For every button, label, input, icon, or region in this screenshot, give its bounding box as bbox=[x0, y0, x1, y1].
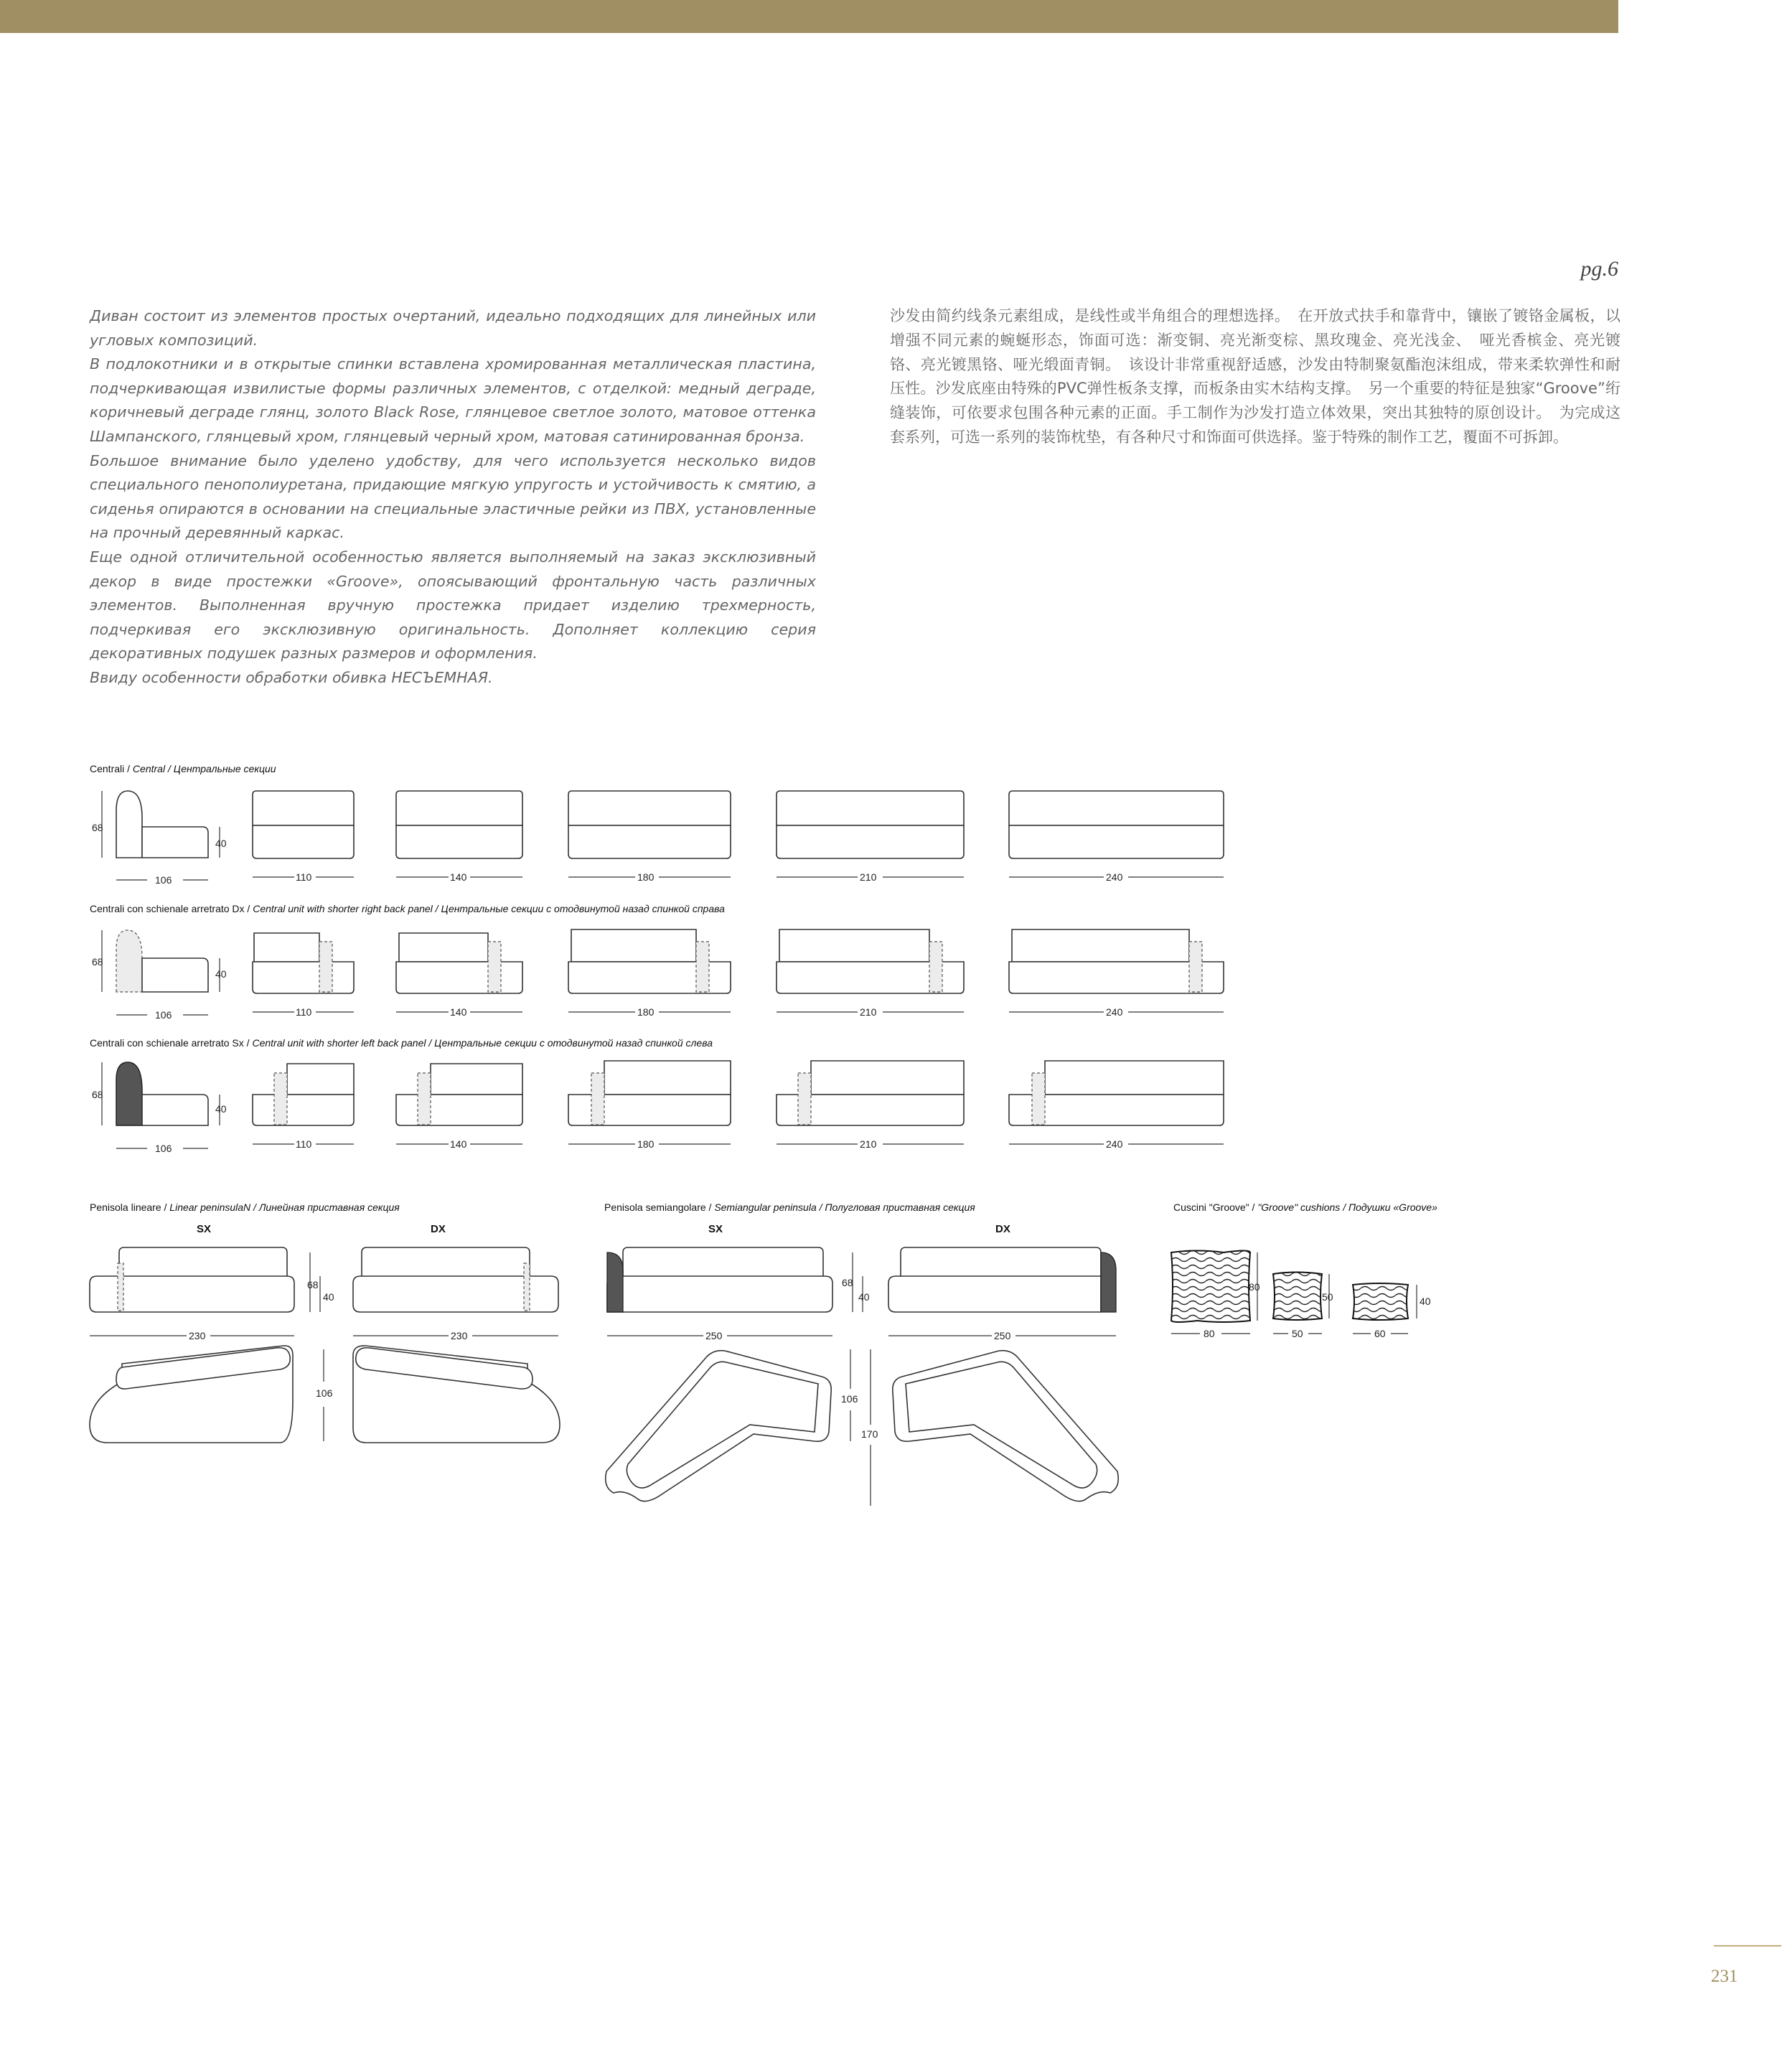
front-view-sx-210 bbox=[777, 1061, 964, 1150]
page-reference: pg.6 bbox=[1580, 257, 1618, 281]
dim-label: 40 bbox=[215, 1103, 227, 1115]
front-view-140 bbox=[396, 791, 522, 883]
side-label: SX bbox=[197, 1223, 212, 1235]
row-central-sx bbox=[92, 1061, 1224, 1154]
dim-label: 106 bbox=[841, 1393, 858, 1405]
front-view-dx-110 bbox=[253, 933, 354, 1018]
semiangular-peninsula-drawings bbox=[606, 1223, 1119, 1506]
dim-label: 40 bbox=[215, 838, 227, 849]
section-title-central: Centrali / Central / Центральные секции bbox=[90, 763, 276, 774]
dim-label: 40 bbox=[323, 1291, 334, 1303]
front-view-sx-110 bbox=[253, 1064, 354, 1150]
dim-label: 106 bbox=[316, 1387, 333, 1399]
dim-label: 106 bbox=[155, 1009, 172, 1021]
front-view-sx-140 bbox=[396, 1064, 522, 1150]
dim-label: 210 bbox=[860, 1138, 877, 1150]
section-title-central-sx: Centrali con schienale arretrato Sx / Central unit with shorter left back panel / Центральные секции с отодвинутой назад спинкой слева bbox=[90, 1037, 713, 1049]
dim-label: 180 bbox=[637, 1138, 655, 1150]
side-label: SX bbox=[708, 1223, 723, 1235]
dim-label: 230 bbox=[451, 1330, 468, 1341]
dim-label: 240 bbox=[1106, 1006, 1123, 1018]
ru-paragraph: Диван состоит из элементов простых очертаний, идеально подходящих для линейных или угловых композиций. bbox=[90, 307, 816, 349]
front-view-dx-140 bbox=[396, 933, 522, 1018]
dim-label: 68 bbox=[92, 956, 103, 968]
dim-label: 50 bbox=[1322, 1291, 1333, 1303]
dim-label: 210 bbox=[860, 871, 877, 883]
dim-label: 60 bbox=[1374, 1328, 1386, 1339]
side-profile-seat bbox=[142, 827, 208, 858]
dim-label: 210 bbox=[860, 1006, 877, 1018]
dim-label: 50 bbox=[1292, 1328, 1303, 1339]
ru-paragraph: В подлокотники и в открытые спинки вставлена хромированная металлическая пластина, подчеркивающая извилистые формы различных элементов, с отделкой: медный деграде, коричневый деграде глянц, золото Black Rose, глянцевое светлое золото, матовое оттенка Шампанского, глянцевый хром, глянцевый черный хром, матовая сатинированная бронза. bbox=[90, 355, 816, 445]
chinese-description: 沙发由简约线条元素组成，是线性或半角组合的理想选择。 在开放式扶手和靠背中，镶嵌了镀铬金属板，以增强不同元素的蜿蜒形态，饰面可选：渐变铜、亮光渐变棕、黑玫瑰金、亮光浅金、 哑光香槟金、亮光镀铬、亮光镀黑铬、哑光缎面青铜。 该设计非常重视舒适感，沙发由特制聚氨酯泡沫组成，带来柔软弹性和耐压性。沙发底座由特殊的PVC弹性板条支撑，而板条由实木结构支撑。 另一个重要的特征是独家“Groove”绗缝装饰，可依要求包围各种元素的正面。手工制作为沙发打造立体效果，突出其独特的原创设计。 为完成这套系列，可选一系列的装饰枕垫，有各种尺寸和饰面可供选择。鉴于特殊的制作工艺，覆面不可拆卸。 bbox=[890, 307, 1620, 446]
dim-label: 68 bbox=[92, 822, 103, 833]
ru-paragraph: Большое внимание было уделено удобству, для чего используется несколько видов специального пенополиуретана, придающие мягкую упругость и устойчивость к смятию, а сиденья опираются в основании на специальные эластичные рейки из ПВХ, установленные на прочный деревянный каркас. bbox=[90, 451, 816, 542]
cushion-60 bbox=[1353, 1283, 1408, 1320]
dim-label: 106 bbox=[155, 874, 172, 886]
dim-label: 250 bbox=[994, 1330, 1011, 1341]
side-label: DX bbox=[995, 1223, 1010, 1235]
dim-label: 80 bbox=[1249, 1281, 1260, 1293]
front-view-210 bbox=[777, 791, 964, 883]
linear-peninsula-drawings bbox=[90, 1223, 560, 1443]
dim-label: 68 bbox=[307, 1279, 319, 1290]
dim-label: 40 bbox=[1420, 1296, 1431, 1307]
side-profile bbox=[116, 791, 142, 858]
dim-label: 180 bbox=[637, 1006, 655, 1018]
dim-label: 40 bbox=[215, 968, 227, 980]
front-view-dx-180 bbox=[568, 929, 731, 1018]
front-view-sx-180 bbox=[568, 1061, 731, 1150]
dim-label: 110 bbox=[296, 1006, 312, 1018]
cushion-80 bbox=[1171, 1251, 1250, 1323]
front-view-sx-240 bbox=[1009, 1061, 1224, 1150]
dim-label: 140 bbox=[450, 1138, 467, 1150]
dim-label: 110 bbox=[296, 871, 312, 883]
section-title-cushions: Cuscini "Groove" / "Groove" cushions / Подушки «Groove» bbox=[1173, 1202, 1437, 1213]
row-central bbox=[92, 791, 1224, 886]
dim-label: 80 bbox=[1204, 1328, 1215, 1339]
dim-label: 110 bbox=[296, 1138, 312, 1150]
ru-paragraph: Ввиду особенности обработки обивка НЕСЪЕМНАЯ. bbox=[90, 668, 493, 686]
cushions-drawings bbox=[1171, 1251, 1431, 1340]
row-central-dx bbox=[92, 929, 1224, 1021]
page-number: 231 bbox=[1711, 1967, 1738, 1986]
section-title-linear-peninsula: Penisola lineare / Linear peninsulaN / Линейная приставная секция bbox=[90, 1202, 400, 1213]
ru-paragraph: Еще одной отличительной особенностью является выполняемый на заказ эксклюзивный декор в виде простежки «Groove», опоясывающий фронтальную часть различных элементов. Выполненная вручную простежка придает изделию трехмерность, подчеркивая его эксклюзивную оригинальность. Дополняет коллекцию серия декоративных подушек разных размеров и оформления. bbox=[90, 548, 816, 662]
dim-label: 140 bbox=[450, 1006, 467, 1018]
section-title-semiangular-peninsula: Penisola semiangolare / Semiangular peninsula / Полугловая приставная секция bbox=[604, 1202, 975, 1213]
dim-label: 140 bbox=[450, 871, 467, 883]
dim-label: 230 bbox=[189, 1330, 206, 1341]
dim-label: 240 bbox=[1106, 871, 1123, 883]
footer-divider bbox=[1714, 1945, 1781, 1947]
cushion-50 bbox=[1273, 1273, 1322, 1321]
front-view-240 bbox=[1009, 791, 1224, 883]
front-view-180 bbox=[568, 791, 731, 883]
front-view-dx-240 bbox=[1009, 929, 1224, 1018]
front-view-110 bbox=[253, 791, 354, 883]
dim-label: 106 bbox=[155, 1143, 172, 1154]
front-view-dx-210 bbox=[777, 929, 964, 1018]
dim-label: 180 bbox=[637, 871, 655, 883]
dim-label: 250 bbox=[705, 1330, 723, 1341]
dim-label: 68 bbox=[92, 1089, 103, 1100]
dim-label: 68 bbox=[842, 1277, 853, 1288]
dim-label: 240 bbox=[1106, 1138, 1123, 1150]
dim-label: 40 bbox=[858, 1291, 870, 1303]
dim-label: 170 bbox=[861, 1428, 878, 1440]
section-title-central-dx: Centrali con schienale arretrato Dx / Central unit with shorter right back panel / Центральные секции с отодвинутой назад спинкой справа bbox=[90, 903, 725, 914]
side-label: DX bbox=[431, 1223, 446, 1235]
